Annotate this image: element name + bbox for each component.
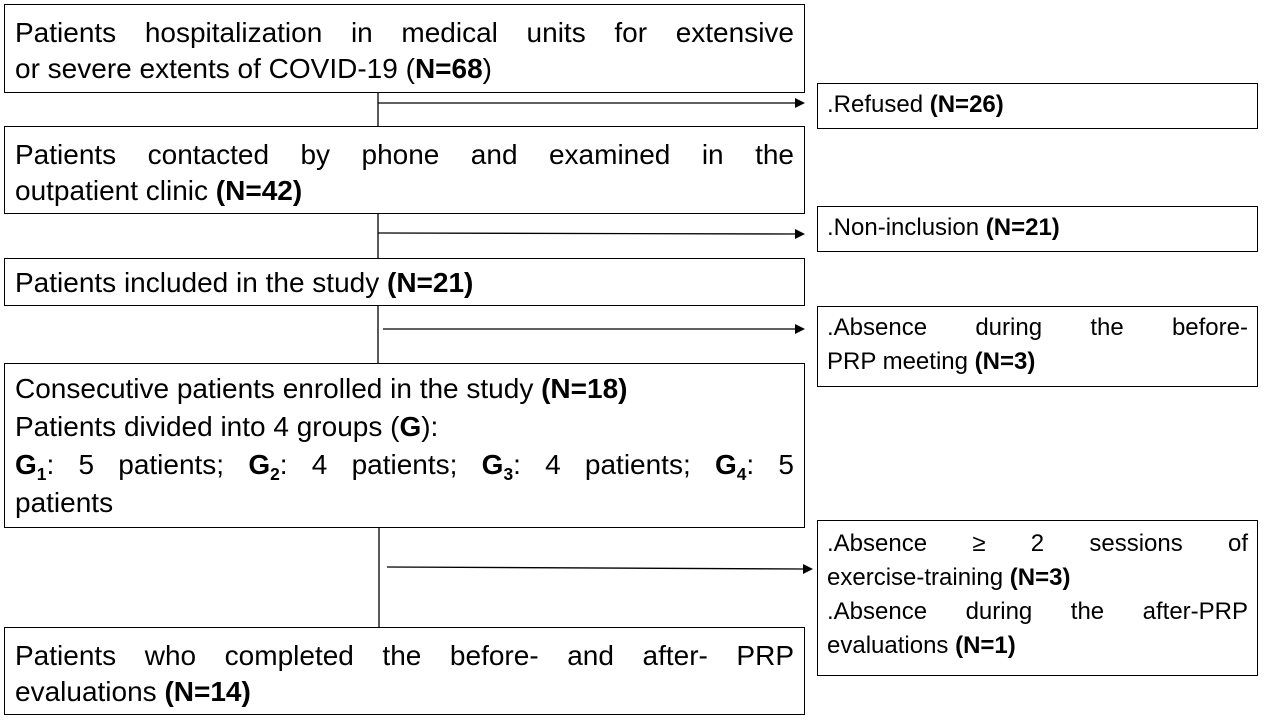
box-refused (817, 83, 1258, 129)
group-3-sub: 3 (503, 464, 514, 485)
arrowhead-non-inclusion (795, 229, 805, 239)
box-completed (4, 627, 805, 715)
groups-intro-close: ): (421, 411, 439, 442)
group-3-text: : 4 patients; (513, 449, 715, 480)
completed-count: (N=14) (164, 676, 251, 707)
group-3-label: G (481, 449, 504, 480)
hospitalized-close: ) (482, 53, 492, 84)
refused-text: .Refused (827, 91, 930, 118)
arrowhead-refused (795, 98, 805, 108)
hospitalized-line2 (15, 51, 794, 87)
box-absence-sessions (817, 520, 1258, 676)
enrolled-line1 (15, 370, 794, 408)
absence-after-line1: .Absence during the after-PRP (827, 598, 1248, 625)
absence-sessions-line2 (827, 561, 1248, 595)
completed-line2 (15, 674, 794, 710)
group-2-text: : 4 patients; (279, 449, 482, 480)
hospitalized-text: or severe extents of COVID-19 ( (15, 53, 415, 84)
included-count: (N=21) (387, 267, 474, 298)
exercise-training-text: exercise-training (827, 564, 1010, 591)
arrowhead-absence-sessions (803, 564, 813, 574)
groups-line (15, 446, 794, 484)
absence-before-text: PRP meeting (827, 348, 975, 375)
contacted-count: (N=42) (215, 175, 303, 206)
absence-after-count: (N=1) (955, 632, 1016, 659)
hospitalized-line1: Patients hospitalization in medical units for extensive (15, 17, 794, 48)
non-inclusion-line (827, 211, 1248, 245)
groups-intro-text: Patients divided into 4 groups ( (15, 411, 400, 442)
refused-line (827, 88, 1248, 122)
arrowhead-absence-before (795, 324, 805, 334)
non-inclusion-text: .Non-inclusion (827, 214, 986, 241)
box-non-inclusion (817, 206, 1258, 252)
contacted-text: outpatient clinic (15, 175, 216, 206)
group-4-text: : 5 (746, 449, 794, 480)
non-inclusion-count: (N=21) (985, 214, 1060, 241)
included-line (15, 265, 794, 301)
group-4-sub: 4 (736, 464, 747, 485)
group-1-label: G (15, 449, 37, 480)
group-1-text: : 5 patients; (46, 449, 249, 480)
groups-line-end: patients (15, 487, 114, 518)
hospitalized-count: N=68 (414, 53, 483, 84)
group-1-sub: 1 (36, 464, 47, 485)
group-4-label: G (714, 449, 737, 480)
box-contacted (4, 126, 805, 214)
absence-after-text: evaluations (827, 632, 956, 659)
group-2-label: G (248, 449, 271, 480)
arrow-line-absence-sessions (387, 567, 804, 569)
absence-before-line2 (827, 345, 1248, 379)
box-hospitalized (4, 4, 805, 93)
arrow-line-non-inclusion (378, 233, 796, 234)
contacted-line1: Patients contacted by phone and examined in the (15, 139, 794, 170)
absence-after-line2 (827, 629, 1248, 663)
exercise-training-count: (N=3) (1009, 564, 1071, 591)
completed-text: evaluations (15, 676, 165, 707)
enrolled-text: Consecutive patients enrolled in the study (15, 373, 542, 404)
absence-sessions-line1: .Absence ≥ 2 sessions of (827, 530, 1248, 557)
enrolled-count: (N=18) (541, 373, 628, 404)
absence-before-line1: .Absence during the before- (827, 314, 1248, 341)
box-absence-before (817, 306, 1258, 387)
groups-intro-g: G (399, 411, 422, 442)
refused-count: (N=26) (929, 91, 1004, 118)
contacted-line2 (15, 173, 794, 209)
included-text: Patients included in the study (15, 267, 388, 298)
group-2-sub: 2 (270, 464, 280, 485)
box-included (4, 258, 805, 306)
completed-line1: Patients who completed the before- and after- PRP (15, 640, 794, 671)
groups-intro-line (15, 408, 794, 446)
box-enrolled (4, 363, 805, 528)
absence-before-count: (N=3) (974, 348, 1036, 375)
